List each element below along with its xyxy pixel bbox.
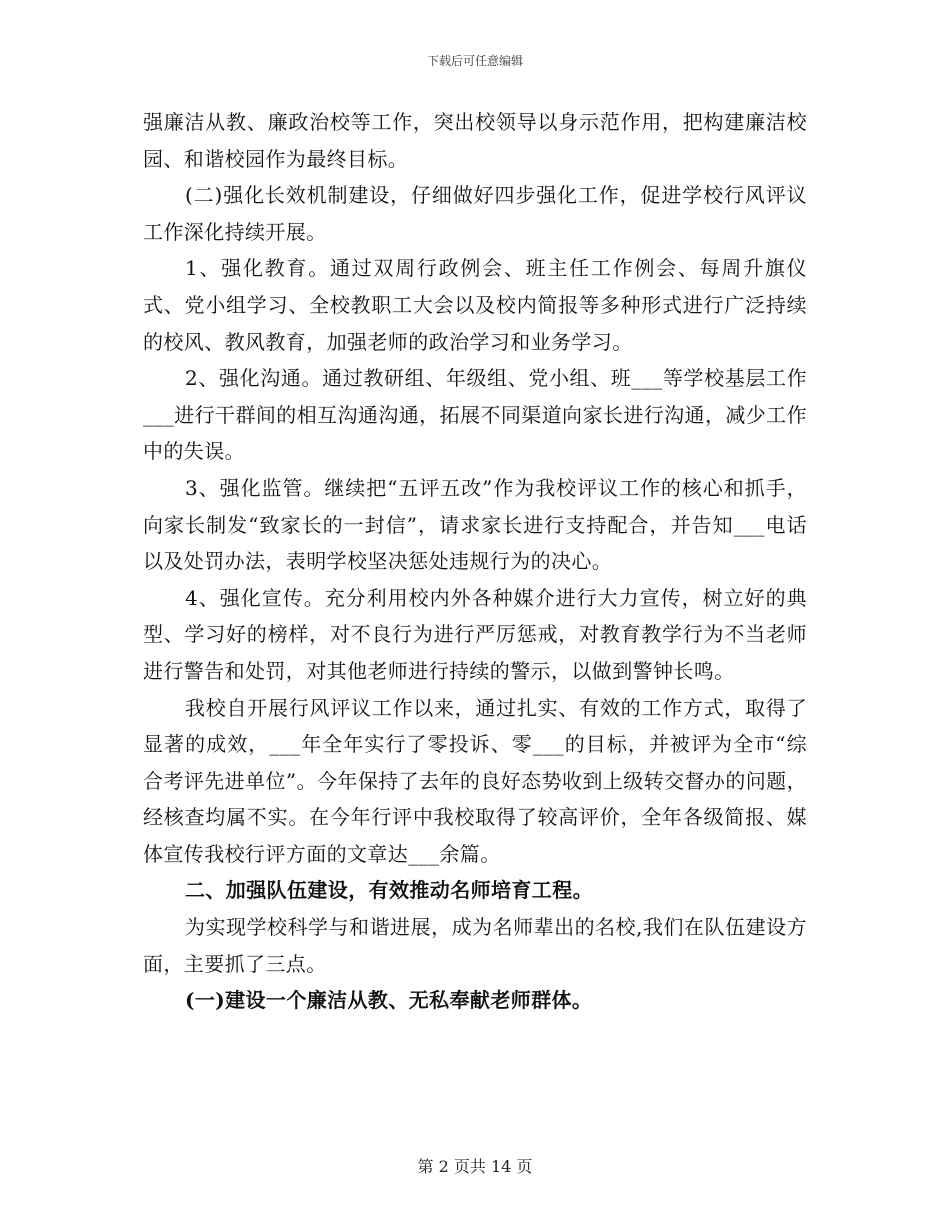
paragraph-section-2-mechanism: (二)强化长效机制建设，仔细做好四步强化工作，促进学校行风评议工作深化持续开展。: [143, 183, 807, 244]
paragraph-education: 1、强化教育。通过双周行政例会、班主任工作例会、每周升旗仪式、党小组学习、全校教职工大会以及校内简报等多种形式进行广泛持续的校风、教风教育，加强老师的政治学习和业务学习。: [143, 256, 807, 354]
paragraph-team-intro: 为实现学校科学与和谐进展，成为名师辈出的名校,我们在队伍建设方面，主要抓了三点。: [143, 915, 807, 976]
page-number-footer: 第 2 页共 14 页: [417, 1157, 533, 1176]
paragraph-continuation: 强廉洁从教、廉政治校等工作，突出校领导以身示范作用，把构建廉洁校园、和谐校园作为最终目标。: [143, 110, 807, 171]
paragraph-supervision: 3、强化监管。继续把“五评五改”作为我校评议工作的核心和抓手，向家长制发“致家长的一封信”，请求家长进行支持配合，并告知___电话以及处罚办法，表明学校坚决惩处违规行为的决心。: [143, 475, 807, 574]
paragraph-results: 我校自开展行风评议工作以来，通过扎实、有效的工作方式，取得了显著的成效，___年全年实行了零投诉、零___的目标，并被评为全市“综合考评先进单位”。今年保持了去年的良好态势收到上级转交督办的问题，经核查均属不实。在今年行评中我校取得了较高评价，全年各级简报、媒体宣传我校行评方面的文章达___余篇。: [143, 695, 807, 866]
heading-team-building: 二、加强队伍建设，有效推动名师培育工程。: [185, 878, 593, 903]
paragraph-communication: 2、强化沟通。通过教研组、年级组、党小组、班___等学校基层工作___进行干群间的相互沟通沟通，拓展不同渠道向家长进行沟通，减少工作中的失误。: [143, 366, 807, 464]
page-header-note: 下载后可任意编辑: [426, 54, 523, 68]
document-body: [143, 104, 807, 1019]
heading-subsection-1: (一)建设一个廉洁从教、无私奉献老师群体。: [185, 988, 593, 1013]
paragraph-publicity: 4、强化宣传。充分利用校内外各种媒介进行大力宣传，树立好的典型、学习好的榜样，对不良行为进行严厉惩戒，对教育教学行为不当老师进行警告和处罚，对其他老师进行持续的警示，以做到警钟长鸣。: [143, 585, 807, 683]
